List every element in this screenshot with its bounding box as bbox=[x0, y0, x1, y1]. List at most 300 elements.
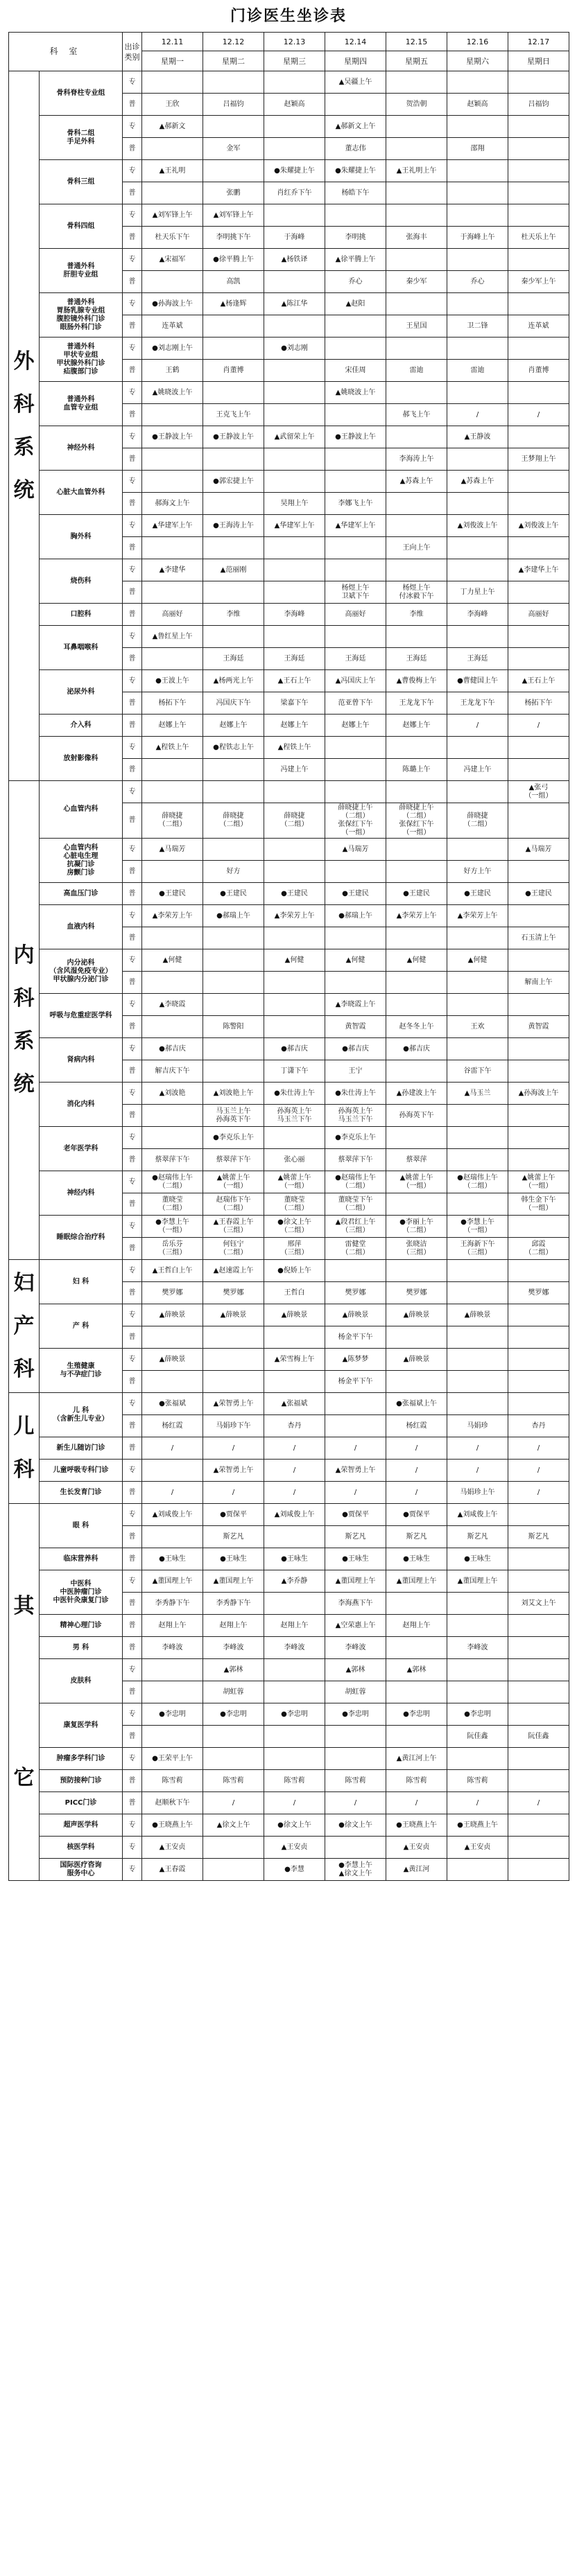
roster-table bbox=[8, 32, 569, 1881]
table-row bbox=[9, 1837, 569, 1859]
doctor-schedule-cell: 杨红霞 bbox=[142, 1415, 203, 1437]
department-name: 肾病内科 bbox=[40, 1038, 123, 1083]
department-name: 肿瘤多学科门诊 bbox=[40, 1748, 123, 1770]
table-row bbox=[9, 1504, 569, 1526]
doctor-schedule-cell: ●王咏生 bbox=[386, 1548, 447, 1570]
doctor-schedule-cell: ▲华建军上午 bbox=[142, 515, 203, 537]
clinic-level-cell: 普 bbox=[123, 1060, 142, 1083]
doctor-schedule-cell: ▲孙建波上午 bbox=[386, 1083, 447, 1105]
table-row bbox=[9, 160, 569, 182]
doctor-schedule-cell bbox=[386, 1060, 447, 1083]
header-dates-row bbox=[9, 33, 569, 51]
table-row bbox=[9, 382, 569, 404]
table-row bbox=[9, 1770, 569, 1792]
doctor-schedule-cell bbox=[142, 1726, 203, 1748]
doctor-schedule-cell bbox=[447, 1326, 508, 1349]
doctor-schedule-cell bbox=[508, 1216, 569, 1238]
doctor-schedule-cell: ▲何健 bbox=[264, 949, 325, 972]
department-name: 骨科脊柱专业组 bbox=[40, 71, 123, 116]
doctor-schedule-cell: 乔心 bbox=[447, 271, 508, 293]
doctor-schedule-cell: 冯建上午 bbox=[447, 759, 508, 781]
doctor-schedule-cell: 杨皓下午 bbox=[325, 182, 386, 204]
doctor-schedule-cell bbox=[264, 626, 325, 648]
doctor-schedule-cell: ●倪娇上午 bbox=[264, 1260, 325, 1282]
doctor-schedule-cell: ▲郭林 bbox=[386, 1659, 447, 1681]
table-row bbox=[9, 883, 569, 905]
doctor-schedule-cell: ▲王安贞 bbox=[142, 1837, 203, 1859]
date-header: 12.16 bbox=[447, 33, 508, 51]
doctor-schedule-cell: 金军 bbox=[203, 138, 264, 160]
doctor-schedule-cell: / bbox=[508, 1460, 569, 1482]
doctor-schedule-cell: ▲薛映景 bbox=[386, 1349, 447, 1371]
doctor-schedule-cell: ▲刘波艳 bbox=[142, 1083, 203, 1105]
doctor-schedule-cell bbox=[447, 204, 508, 227]
doctor-schedule-cell: ●郝吉庆 bbox=[142, 1038, 203, 1060]
doctor-schedule-cell: 昊翔上午 bbox=[264, 493, 325, 515]
doctor-schedule-cell: 斯艺凡 bbox=[325, 1526, 386, 1548]
doctor-schedule-cell: 丁力星上午 bbox=[447, 581, 508, 604]
clinic-level-cell: 普 bbox=[123, 1371, 142, 1393]
doctor-schedule-cell bbox=[325, 1837, 386, 1859]
doctor-schedule-cell: ▲王静波 bbox=[447, 426, 508, 448]
clinic-level-cell: 专 bbox=[123, 781, 142, 803]
doctor-schedule-cell: ▲薛映景 bbox=[447, 1304, 508, 1326]
doctor-schedule-cell: ●王建民 bbox=[142, 883, 203, 905]
doctor-schedule-cell: 雷迪 bbox=[386, 360, 447, 382]
doctor-schedule-cell: 赵娜上午 bbox=[264, 715, 325, 737]
doctor-schedule-cell: 薛晓捷 （二组） bbox=[203, 803, 264, 839]
doctor-schedule-cell: ●李克乐上午 bbox=[325, 1127, 386, 1149]
doctor-schedule-cell bbox=[325, 1393, 386, 1415]
doctor-schedule-cell bbox=[264, 1748, 325, 1770]
clinic-level-cell: 普 bbox=[123, 1526, 142, 1548]
doctor-schedule-cell: ▲李乔静 bbox=[264, 1570, 325, 1593]
doctor-schedule-cell: ▲苏森上午 bbox=[386, 471, 447, 493]
doctor-schedule-cell: ▲华建军上午 bbox=[264, 515, 325, 537]
doctor-schedule-cell bbox=[264, 71, 325, 94]
department-name: 心脏大血管外科 bbox=[40, 471, 123, 515]
weekday-header: 星期四 bbox=[325, 51, 386, 71]
doctor-schedule-cell bbox=[508, 182, 569, 204]
doctor-schedule-cell bbox=[447, 1193, 508, 1216]
doctor-schedule-cell bbox=[203, 927, 264, 949]
doctor-schedule-cell: / bbox=[386, 1460, 447, 1482]
doctor-schedule-cell: 赵娜上午 bbox=[203, 715, 264, 737]
doctor-schedule-cell bbox=[142, 648, 203, 670]
doctor-schedule-cell: / bbox=[508, 404, 569, 426]
clinic-level-cell: 普 bbox=[123, 493, 142, 515]
doctor-schedule-cell bbox=[386, 1193, 447, 1216]
doctor-schedule-cell bbox=[386, 338, 447, 360]
doctor-schedule-cell: / bbox=[508, 715, 569, 737]
doctor-schedule-cell: ▲荣雪梅上午 bbox=[264, 1349, 325, 1371]
doctor-schedule-cell: 王鹤 bbox=[142, 360, 203, 382]
doctor-schedule-cell bbox=[508, 1504, 569, 1526]
doctor-schedule-cell bbox=[508, 648, 569, 670]
doctor-schedule-cell: ▲刘咸俊上午 bbox=[264, 1504, 325, 1526]
doctor-schedule-cell bbox=[508, 759, 569, 781]
doctor-schedule-cell: 阮佳鑫 bbox=[447, 1726, 508, 1748]
doctor-schedule-cell: 张鹏 bbox=[203, 182, 264, 204]
doctor-schedule-cell: 秦少军 bbox=[386, 271, 447, 293]
doctor-schedule-cell: 王海廷 bbox=[203, 648, 264, 670]
doctor-schedule-cell: 胡虹蓉 bbox=[203, 1681, 264, 1703]
doctor-schedule-cell: 蔡翠萍下午 bbox=[325, 1149, 386, 1171]
doctor-schedule-cell: ●王咏生 bbox=[203, 1548, 264, 1570]
doctor-schedule-cell: ▲李荣芳上午 bbox=[447, 905, 508, 927]
doctor-schedule-cell: 胡虹蓉 bbox=[325, 1681, 386, 1703]
doctor-schedule-cell bbox=[447, 781, 508, 803]
doctor-schedule-cell bbox=[447, 182, 508, 204]
table-row bbox=[9, 71, 569, 94]
doctor-schedule-cell: 斯艺凡 bbox=[447, 1526, 508, 1548]
doctor-schedule-cell: 乔心 bbox=[325, 271, 386, 293]
doctor-schedule-cell: 杨拓下午 bbox=[508, 692, 569, 715]
doctor-schedule-cell: 孙海英上午 马玉兰下午 bbox=[264, 1105, 325, 1127]
table-row bbox=[9, 204, 569, 227]
doctor-schedule-cell: ▲董国理上午 bbox=[325, 1570, 386, 1593]
department-name: 普通外科 胃肠乳腺专业组 腹腔镜外科门诊 眼肠外科门诊 bbox=[40, 293, 123, 338]
doctor-schedule-cell: 岳乐芬 （三组） bbox=[142, 1238, 203, 1260]
doctor-schedule-cell: ●王咏生 bbox=[142, 1548, 203, 1570]
doctor-schedule-cell: 解吉庆下午 bbox=[142, 1060, 203, 1083]
table-row bbox=[9, 293, 569, 315]
doctor-schedule-cell bbox=[386, 1326, 447, 1349]
doctor-schedule-cell bbox=[325, 537, 386, 559]
doctor-schedule-cell: ●李克乐上午 bbox=[203, 1127, 264, 1149]
clinic-level-cell: 专 bbox=[123, 1038, 142, 1060]
clinic-level-cell: 普 bbox=[123, 227, 142, 249]
clinic-level-cell: 普 bbox=[123, 1770, 142, 1792]
doctor-schedule-cell: ▲空荣惠上午 bbox=[325, 1615, 386, 1637]
doctor-schedule-cell: 陈雪莉 bbox=[142, 1770, 203, 1792]
doctor-schedule-cell: 高丽好 bbox=[142, 604, 203, 626]
doctor-schedule-cell: ▲张福斌 bbox=[264, 1393, 325, 1415]
table-row bbox=[9, 1615, 569, 1637]
clinic-level-cell: 普 bbox=[123, 315, 142, 338]
doctor-schedule-cell: ▲徐文上午 bbox=[203, 1814, 264, 1837]
doctor-schedule-cell bbox=[447, 1105, 508, 1127]
doctor-schedule-cell: ●赵瑞伟上午 （二组） bbox=[447, 1171, 508, 1193]
doctor-schedule-cell: 阮佳鑫 bbox=[508, 1726, 569, 1748]
doctor-schedule-cell: 石玉清上午 bbox=[508, 927, 569, 949]
doctor-schedule-cell bbox=[203, 949, 264, 972]
department-name: 高血压门诊 bbox=[40, 883, 123, 905]
doctor-schedule-cell: ●王咏生 bbox=[325, 1548, 386, 1570]
doctor-schedule-cell: 陈雪莉 bbox=[203, 1770, 264, 1792]
doctor-schedule-cell bbox=[264, 1593, 325, 1615]
doctor-schedule-cell: 赵冬冬上午 bbox=[386, 1016, 447, 1038]
doctor-schedule-cell bbox=[508, 949, 569, 972]
doctor-schedule-cell: 梁嘉下午 bbox=[264, 692, 325, 715]
doctor-schedule-cell: 刘艾文上午 bbox=[508, 1593, 569, 1615]
doctor-schedule-cell bbox=[203, 1326, 264, 1349]
doctor-schedule-cell: 樊罗娜 bbox=[325, 1282, 386, 1304]
doctor-schedule-cell: ▲武留荣上午 bbox=[264, 426, 325, 448]
doctor-schedule-cell bbox=[203, 581, 264, 604]
doctor-schedule-cell bbox=[508, 1304, 569, 1326]
doctor-schedule-cell: ▲杨逢辉 bbox=[203, 293, 264, 315]
clinic-level-cell: 专 bbox=[123, 1393, 142, 1415]
clinic-level-cell: 专 bbox=[123, 515, 142, 537]
clinic-level-cell: 普 bbox=[123, 271, 142, 293]
doctor-schedule-cell: 黄智霞 bbox=[508, 1016, 569, 1038]
doctor-schedule-cell: ●李忠明 bbox=[264, 1703, 325, 1726]
doctor-schedule-cell bbox=[508, 1837, 569, 1859]
doctor-schedule-cell: 李维 bbox=[386, 604, 447, 626]
table-row bbox=[9, 670, 569, 692]
doctor-schedule-cell bbox=[386, 559, 447, 581]
doctor-schedule-cell: 李海峰 bbox=[264, 604, 325, 626]
doctor-schedule-cell: / bbox=[203, 1437, 264, 1460]
doctor-schedule-cell: 薛晓捷上午 （二组） 张保红下午 （一组） bbox=[386, 803, 447, 839]
roster-body bbox=[9, 71, 569, 1881]
department-name: 普通外科 肝胆专业组 bbox=[40, 249, 123, 293]
doctor-schedule-cell bbox=[508, 581, 569, 604]
doctor-schedule-cell: 高凯 bbox=[203, 271, 264, 293]
doctor-schedule-cell bbox=[142, 759, 203, 781]
doctor-schedule-cell: 张心丽 bbox=[264, 1149, 325, 1171]
date-header: 12.12 bbox=[203, 33, 264, 51]
table-row bbox=[9, 994, 569, 1016]
doctor-schedule-cell: 李海燕下午 bbox=[325, 1593, 386, 1615]
doctor-schedule-cell: ●郝瑞上午 bbox=[203, 905, 264, 927]
doctor-schedule-cell bbox=[142, 1326, 203, 1349]
clinic-level-cell: 专 bbox=[123, 338, 142, 360]
doctor-schedule-cell bbox=[142, 972, 203, 994]
doctor-schedule-cell bbox=[203, 448, 264, 471]
doctor-schedule-cell bbox=[447, 1393, 508, 1415]
doctor-schedule-cell bbox=[508, 1637, 569, 1659]
clinic-level-cell: 专 bbox=[123, 1127, 142, 1149]
doctor-schedule-cell bbox=[142, 1659, 203, 1681]
weekday-header: 星期二 bbox=[203, 51, 264, 71]
doctor-schedule-cell bbox=[264, 1326, 325, 1349]
doctor-schedule-cell bbox=[447, 994, 508, 1016]
clinic-level-cell: 专 bbox=[123, 670, 142, 692]
doctor-schedule-cell bbox=[264, 382, 325, 404]
doctor-schedule-cell: 雷健堂 （二组） bbox=[325, 1238, 386, 1260]
doctor-schedule-cell bbox=[142, 271, 203, 293]
doctor-schedule-cell: ●张福斌上午 bbox=[386, 1393, 447, 1415]
date-header: 12.14 bbox=[325, 33, 386, 51]
doctor-schedule-cell: / bbox=[447, 404, 508, 426]
doctor-schedule-cell: 斯艺凡 bbox=[508, 1526, 569, 1548]
doctor-schedule-cell bbox=[142, 1526, 203, 1548]
department-group-label: 其 它 bbox=[9, 1504, 40, 1881]
doctor-schedule-cell: ▲马瑞芳 bbox=[142, 839, 203, 861]
doctor-schedule-cell: ▲杨两光上午 bbox=[203, 670, 264, 692]
page-title: 门诊医生坐诊表 bbox=[230, 7, 347, 25]
doctor-schedule-cell: ●徐文上午 bbox=[325, 1814, 386, 1837]
doctor-schedule-cell: ▲孙海波上午 bbox=[508, 1083, 569, 1105]
doctor-schedule-cell bbox=[325, 927, 386, 949]
doctor-schedule-cell: 邱霞 （二组） bbox=[508, 1238, 569, 1260]
doctor-schedule-cell: 董晓莹下午 （二组） bbox=[325, 1193, 386, 1216]
doctor-schedule-cell: 孙海英上午 马玉兰下午 bbox=[325, 1105, 386, 1127]
clinic-level-cell: 专 bbox=[123, 1814, 142, 1837]
doctor-schedule-cell: ●徐文上午 （二组） bbox=[264, 1216, 325, 1238]
doctor-schedule-cell: ●王咏生 bbox=[447, 1548, 508, 1570]
doctor-schedule-cell: 李秀静下午 bbox=[142, 1593, 203, 1615]
date-header: 12.17 bbox=[508, 33, 569, 51]
doctor-schedule-cell: 赵瑞伟下午 （二组） bbox=[203, 1193, 264, 1216]
doctor-schedule-cell: 王龙龙下午 bbox=[386, 692, 447, 715]
doctor-schedule-cell bbox=[264, 781, 325, 803]
doctor-schedule-cell bbox=[325, 1415, 386, 1437]
doctor-schedule-cell bbox=[264, 927, 325, 949]
doctor-schedule-cell bbox=[386, 994, 447, 1016]
doctor-schedule-cell bbox=[264, 1016, 325, 1038]
doctor-schedule-cell: 陈雪莉 bbox=[447, 1770, 508, 1792]
table-row bbox=[9, 1748, 569, 1770]
clinic-level-cell: 专 bbox=[123, 1659, 142, 1681]
doctor-schedule-cell: 陈璐上午 bbox=[386, 759, 447, 781]
doctor-schedule-cell: ●李忠明 bbox=[203, 1703, 264, 1726]
department-name: 神经外科 bbox=[40, 426, 123, 471]
doctor-schedule-cell: ▲荣智勇上午 bbox=[325, 1460, 386, 1482]
clinic-level-cell: 专 bbox=[123, 71, 142, 94]
doctor-schedule-cell: 雷迪 bbox=[447, 360, 508, 382]
doctor-schedule-cell: ▲马玉兰 bbox=[447, 1083, 508, 1105]
department-name: 骨科三组 bbox=[40, 160, 123, 204]
doctor-schedule-cell: 李娜飞上午 bbox=[325, 493, 386, 515]
clinic-level-cell: 普 bbox=[123, 1105, 142, 1127]
department-name: 神经内科 bbox=[40, 1171, 123, 1216]
doctor-schedule-cell: 陈雪莉 bbox=[325, 1770, 386, 1792]
doctor-schedule-cell bbox=[508, 1371, 569, 1393]
doctor-schedule-cell: 杏丹 bbox=[508, 1415, 569, 1437]
clinic-level-cell: 普 bbox=[123, 1326, 142, 1349]
department-name: 老年医学科 bbox=[40, 1127, 123, 1171]
doctor-schedule-cell bbox=[508, 138, 569, 160]
weekday-header: 星期三 bbox=[264, 51, 325, 71]
doctor-schedule-cell: 杨红霞 bbox=[386, 1415, 447, 1437]
doctor-schedule-cell: ●李慧上午 （一组） bbox=[447, 1216, 508, 1238]
doctor-schedule-cell: ▲程铁上午 bbox=[264, 737, 325, 759]
doctor-schedule-cell bbox=[203, 1038, 264, 1060]
doctor-schedule-cell: / bbox=[264, 1482, 325, 1504]
clinic-level-cell: 普 bbox=[123, 1726, 142, 1748]
doctor-schedule-cell bbox=[325, 471, 386, 493]
doctor-schedule-cell: ▲刘俊波上午 bbox=[447, 515, 508, 537]
doctor-schedule-cell bbox=[508, 1260, 569, 1282]
doctor-schedule-cell: ●李丽上午 （二组） bbox=[386, 1216, 447, 1238]
doctor-schedule-cell: ▲薛映景 bbox=[386, 1304, 447, 1326]
doctor-schedule-cell bbox=[447, 116, 508, 138]
doctor-schedule-cell bbox=[508, 1060, 569, 1083]
doctor-schedule-cell bbox=[447, 293, 508, 315]
doctor-schedule-cell bbox=[386, 138, 447, 160]
table-row bbox=[9, 1859, 569, 1881]
department-name: 呼吸与危重症医学科 bbox=[40, 994, 123, 1038]
doctor-schedule-cell bbox=[508, 1859, 569, 1881]
doctor-schedule-cell bbox=[264, 1526, 325, 1548]
doctor-schedule-cell: ▲郝新文上午 bbox=[325, 116, 386, 138]
doctor-schedule-cell: ▲何健 bbox=[142, 949, 203, 972]
doctor-schedule-cell: ▲何健 bbox=[386, 949, 447, 972]
department-name: 国际医疗咨询 服务中心 bbox=[40, 1859, 123, 1881]
doctor-schedule-cell: ▲冯国庆上午 bbox=[325, 670, 386, 692]
doctor-schedule-cell bbox=[386, 249, 447, 271]
doctor-schedule-cell bbox=[325, 448, 386, 471]
doctor-schedule-cell: 高丽好 bbox=[508, 604, 569, 626]
doctor-schedule-cell bbox=[325, 559, 386, 581]
doctor-schedule-cell: 王欣 bbox=[142, 94, 203, 116]
doctor-schedule-cell bbox=[508, 1615, 569, 1637]
doctor-schedule-cell: 杏丹 bbox=[264, 1415, 325, 1437]
table-row bbox=[9, 1038, 569, 1060]
doctor-schedule-cell: 何钰宁 （二组） bbox=[203, 1238, 264, 1260]
doctor-schedule-cell bbox=[203, 1859, 264, 1881]
doctor-schedule-cell: 李海涛上午 bbox=[386, 448, 447, 471]
doctor-schedule-cell bbox=[203, 338, 264, 360]
doctor-schedule-cell bbox=[264, 471, 325, 493]
doctor-schedule-cell bbox=[508, 1703, 569, 1726]
doctor-schedule-cell bbox=[142, 861, 203, 883]
doctor-schedule-cell: ▲姚蕾上午 （一组） bbox=[508, 1171, 569, 1193]
doctor-schedule-cell bbox=[325, 404, 386, 426]
doctor-schedule-cell bbox=[447, 1615, 508, 1637]
doctor-schedule-cell bbox=[508, 1748, 569, 1770]
doctor-schedule-cell bbox=[447, 1371, 508, 1393]
doctor-schedule-cell: / bbox=[447, 1437, 508, 1460]
doctor-schedule-cell: 陈雪莉 bbox=[264, 1770, 325, 1792]
doctor-schedule-cell bbox=[325, 759, 386, 781]
clinic-level-cell: 专 bbox=[123, 1859, 142, 1881]
table-row bbox=[9, 1216, 569, 1238]
doctor-schedule-cell: 李峰波 bbox=[447, 1637, 508, 1659]
doctor-schedule-cell: ▲刘军锋上午 bbox=[203, 204, 264, 227]
table-row bbox=[9, 1703, 569, 1726]
doctor-schedule-cell: ●王建民 bbox=[264, 883, 325, 905]
doctor-schedule-cell: 杨金平下午 bbox=[325, 1371, 386, 1393]
department-group-label: 内 科 系 统 bbox=[9, 781, 40, 1260]
doctor-schedule-cell bbox=[508, 861, 569, 883]
doctor-schedule-cell bbox=[264, 116, 325, 138]
doctor-schedule-cell bbox=[325, 781, 386, 803]
doctor-schedule-cell: / bbox=[447, 715, 508, 737]
doctor-schedule-cell: ●王建民 bbox=[508, 883, 569, 905]
department-name: 介入科 bbox=[40, 715, 123, 737]
doctor-schedule-cell bbox=[203, 1726, 264, 1748]
clinic-level-cell: 普 bbox=[123, 1437, 142, 1460]
table-row bbox=[9, 1127, 569, 1149]
clinic-level-cell: 专 bbox=[123, 1260, 142, 1282]
doctor-schedule-cell: 解南上午 bbox=[508, 972, 569, 994]
department-name: 内分泌科 （含风湿免疫专业） 甲状腺内分泌门诊 bbox=[40, 949, 123, 994]
doctor-schedule-cell: 李峰波 bbox=[203, 1637, 264, 1659]
doctor-schedule-cell: 丁潇下午 bbox=[264, 1060, 325, 1083]
doctor-schedule-cell bbox=[386, 1371, 447, 1393]
doctor-schedule-cell: ▲赵速霞上午 bbox=[203, 1260, 264, 1282]
doctor-schedule-cell: 高丽好 bbox=[325, 604, 386, 626]
table-row bbox=[9, 949, 569, 972]
doctor-schedule-cell bbox=[386, 1637, 447, 1659]
doctor-schedule-cell: 好方上午 bbox=[447, 861, 508, 883]
department-name: 心血管内科 bbox=[40, 781, 123, 839]
doctor-schedule-cell bbox=[325, 94, 386, 116]
doctor-schedule-cell: ▲李荣芳上午 bbox=[264, 905, 325, 927]
doctor-schedule-cell bbox=[447, 1748, 508, 1770]
table-row bbox=[9, 1083, 569, 1105]
clinic-level-cell: 普 bbox=[123, 861, 142, 883]
clinic-level-cell: 专 bbox=[123, 949, 142, 972]
table-row bbox=[9, 1570, 569, 1593]
doctor-schedule-cell: ●郝吉庆 bbox=[264, 1038, 325, 1060]
doctor-schedule-cell bbox=[447, 1149, 508, 1171]
doctor-schedule-cell: ▲王礼明 bbox=[142, 160, 203, 182]
